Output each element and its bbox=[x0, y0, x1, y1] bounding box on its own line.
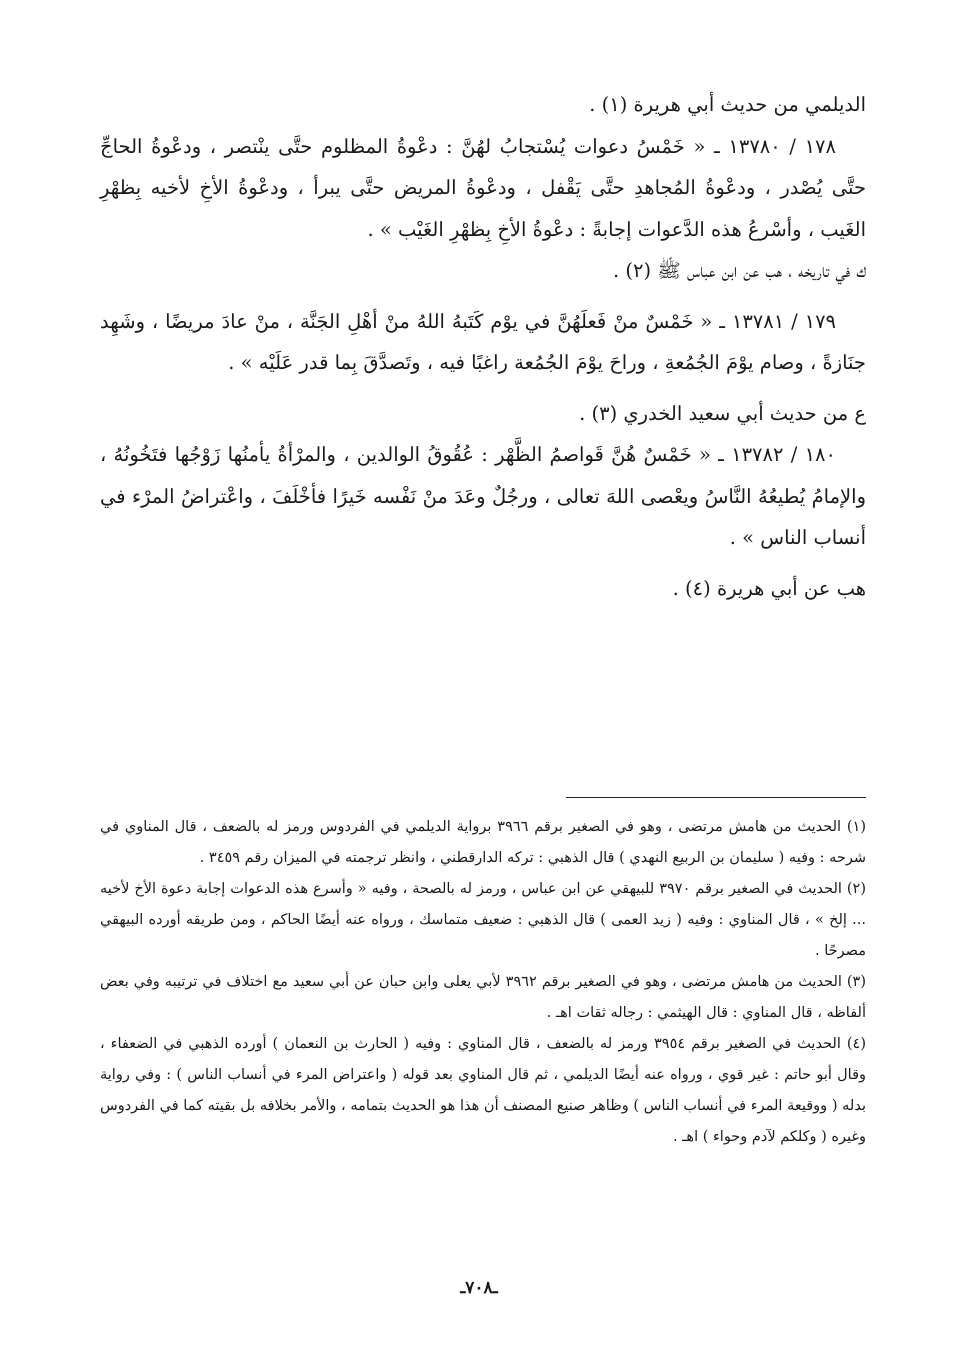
page-number: ـ٧٠٨ـ bbox=[460, 1278, 498, 1298]
spacer bbox=[100, 559, 866, 568]
spacer bbox=[100, 384, 866, 393]
spacer bbox=[100, 292, 866, 301]
hadith-179: ١٧٩ / ١٣٧٨١ ـ « خَمْسٌ منْ فَعلَهُنَّ في يوْم كَتَبهُ اللهُ منْ أهْلِ الجَنَّة ، منْ عادَ مريضًا ، وشَهِد جنَازةً ، وصام يوْمَ الجُمُعةِ ، وراحَ يوْمَ الجُمُعة راغبًا فيه ، وتَصدَّقَ بِما قدر عَلَيْه » . bbox=[100, 309, 866, 374]
source-line-177: الديلمي من حديث أبي هريرة (١) . bbox=[589, 93, 866, 116]
footnote-1: (١) الحديث من هامش مرتضى ، وهو في الصغير برقم ٣٩٦٦ برواية الديلمي في الفردوس ورمز له بالضعف ، قال المناوي في شرحه : وفيه ( سليمان بن الربيع النهدي ) قال الذهبي : تركه الدارقطني ، وانظر ترجمته في الميزان رقم ٣٤٥٩ . bbox=[100, 819, 866, 866]
footnote-2: (٢) الحديث في الصغير برقم ٣٩٧٠ للبيهقي عن ابن عباس ، ورمز له بالصحة ، وفيه « وأسرع هذه الدعوات إجابة دعوة الأخ لأخيه ... إلخ » ، قال المناوي : وفيه ( زيد العمى ) قال الذهبي : ضعيف متماسك ، ورواه عنه أيضًا الحاكم ، ومن طريقه أورده البيهقي مصرحًا . bbox=[100, 881, 867, 959]
hadith-180: ١٨٠ / ١٣٧٨٢ ـ « خَمْسٌ هُنَّ قَواصمُ الظَّهْر : عُقُوقُ الوالدين ، والمرْأةُ يأمنُها زَوْجُها فتَخُونُهُ ، والإمامُ يُطيعُهُ النَّاسُ ويعْصى اللهَ تعالى ، ورجُلٌ وعَدَ منْ نَفْسه خَيرًا فأخْلَفَ ، واعْتراضُ المرْء في أنساب الناس » . bbox=[100, 443, 866, 549]
hadith-178: ١٧٨ / ١٣٧٨٠ ـ « خَمْسُ دعوات يُسْتجابُ لهُنَّ : دعْوةُ المظلوم حتَّى ينْتصر ، ودعْوةُ الحاجِّ حتَّى يُصْدر ، ودعْوةُ المُجاهدِ حتَّى يَقْفل ، ودعْوةُ المريض حتَّى يبرأ ، ودعْوةُ الأخِ لأخيه بِظهْرِ الغَيب ، وأسْرعُ هذه الدَّعوات إجابةً : دعْوةُ الأخِ بِظهْرِ الغَيْب » . bbox=[100, 134, 866, 241]
source-line-180: هب عن أبي هريرة (٤) . bbox=[672, 576, 866, 600]
footnote-divider bbox=[566, 797, 866, 798]
footnote-4: (٤) الحديث في الصغير برقم ٣٩٥٤ ورمز له بالضعف ، قال المناوي : وفيه ( الحارث بن النعمان ) أورده الذهبي في الضعفاء ، وقال أبو حاتم : غير قوي ، ورواه عنه أيضًا الديلمي ، ثم قال المناوي بعد قوله ( واعتراض المرء في أنساب الناس ) : وفي رواية بدله ( ووقيعة المرء في أنساب الناس ) وظاهر صنيع المصنف أن هذا هو الحديث بتمامه ، والأمر بخلافه بل بقيته كما في الفردوس وغيره ( وكلكم لآدم وحواء ) اهـ . bbox=[100, 1036, 867, 1145]
source-line-178: ك في تاريخه ، هب عن ابن عباس ﷺ (٢) . bbox=[612, 259, 866, 282]
footnotes bbox=[100, 812, 866, 1153]
footnote-3: (٣) الحديث من هامش مرتضى ، وهو في الصغير برقم ٣٩٦٢ لأبي يعلى وابن حبان عن أبي سعيد مع اختلاف في ترتيبه وفي بعض ألفاظه ، قال المناوي : قال الهيثمي : رجاله ثقات اهـ . bbox=[100, 974, 867, 1021]
source-line-179: ع من حديث أبي سعيد الخدري (٣) . bbox=[579, 401, 866, 425]
main-text bbox=[100, 84, 866, 609]
